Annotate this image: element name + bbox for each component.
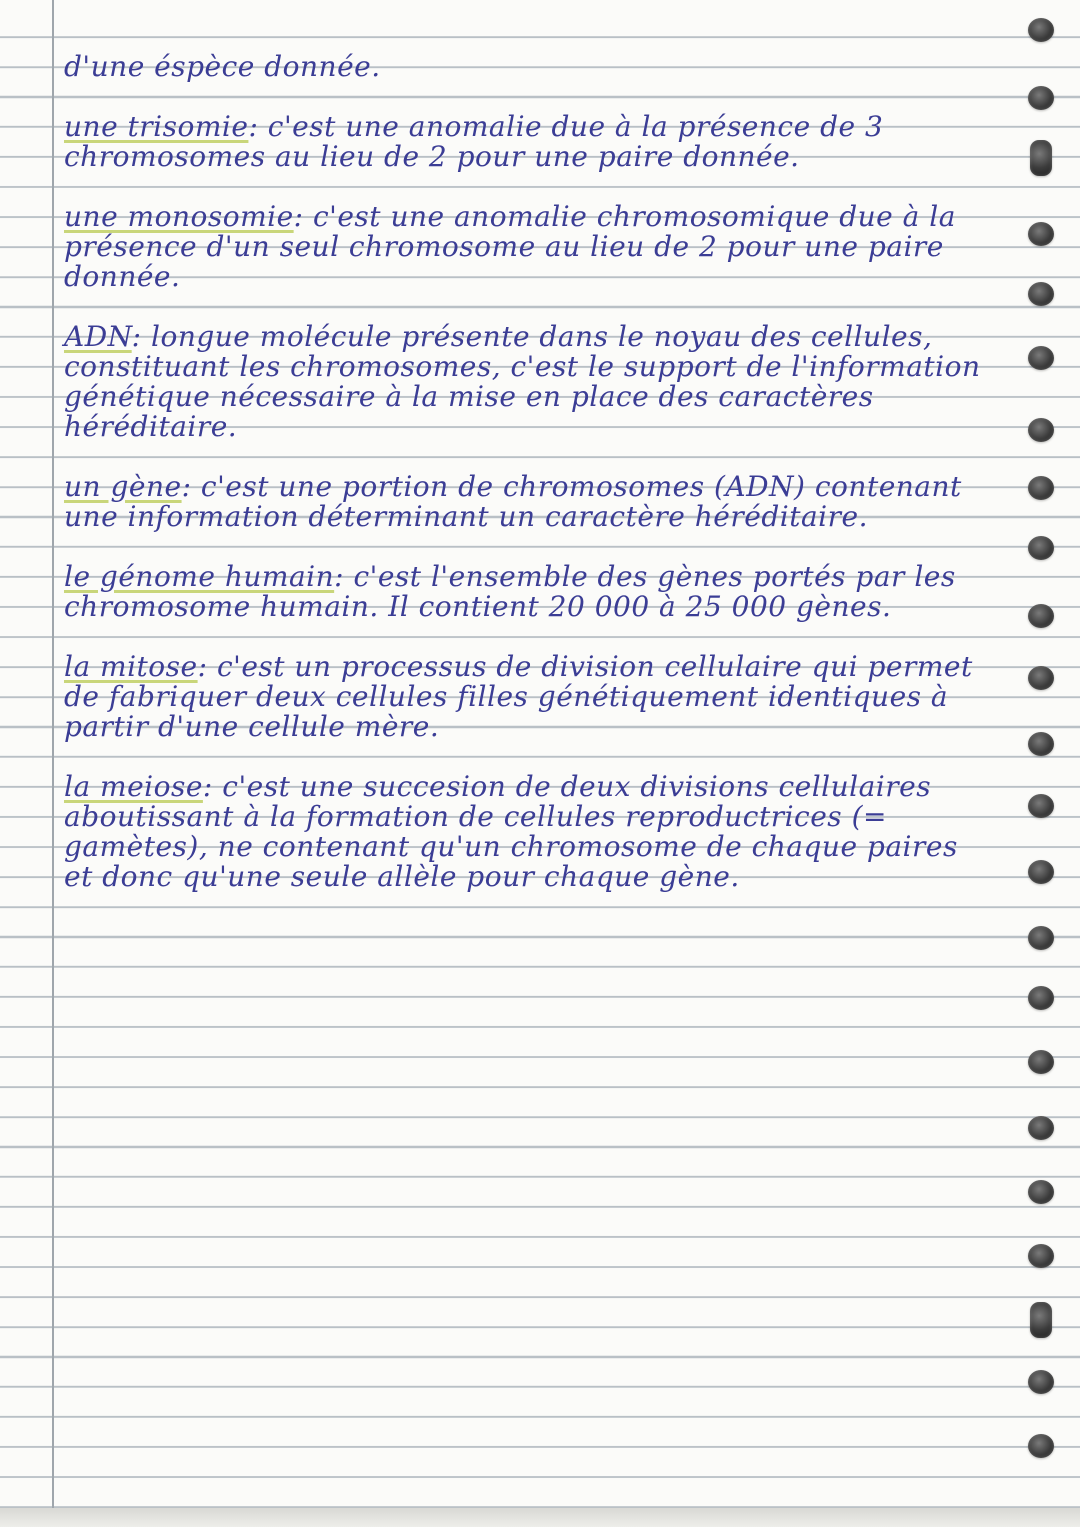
definition-entry [64,322,994,442]
binding-hole-icon [1028,926,1054,950]
binding-hole-icon [1028,18,1054,42]
binding-hole-icon [1028,346,1054,370]
binding-hole-icon [1030,140,1052,176]
definition-text: : c'est un processus de division cellulaire qui permet de fabriquer deux cellules filles génétiquement identiques à partir d'une cellule mère. [64,650,973,743]
binding-hole-icon [1028,666,1054,690]
definition-text: : c'est une anomalie chromosomique due à la présence d'un seul chromosome au lieu de 2 pour une paire donnée. [64,200,956,293]
binding-hole-icon [1028,732,1054,756]
binding-hole-icon [1028,1050,1054,1074]
binding-hole-icon [1028,222,1054,246]
definition-entry [64,772,994,892]
spiral-binding [990,0,1080,1527]
definition-text: : longue molécule présente dans le noyau des cellules, constituant les chromosomes, c'est le support de l'information génétique nécessaire à la mise en place des caractères héréditaire. [64,320,981,443]
page-bottom-edge [0,1508,1080,1527]
intro-line: d'une éspèce donnée. [64,50,381,83]
binding-hole-icon [1028,1116,1054,1140]
binding-hole-icon [1028,418,1054,442]
definition-text: : c'est une portion de chromosomes (ADN) contenant une information déterminant un caractère héréditaire. [64,470,962,533]
definition-entry [64,562,994,622]
definition-term: ADN [64,320,132,353]
binding-hole-icon [1028,604,1054,628]
definition-text: : c'est une anomalie due à la présence de 3 chromosomes au lieu de 2 pour une paire donnée. [64,110,884,173]
binding-hole-icon [1028,1244,1054,1268]
definition-entry [64,202,994,292]
definition-entry [64,652,994,742]
definition-term: une monosomie [64,200,294,233]
definition-entry [64,472,994,532]
definition-term: un gène [64,470,182,503]
binding-hole-icon [1028,86,1054,110]
binding-hole-icon [1028,282,1054,306]
definition-term: la meiose [64,770,203,803]
definition-text: : c'est une succesion de deux divisions cellulaires aboutissant à la formation de cellules reproductrices (= gamètes), ne contenant qu'un chromosome de chaque paires et donc qu'une seule allèle pour chaque gène. [64,770,958,893]
binding-hole-icon [1028,1180,1054,1204]
definition-text: : c'est l'ensemble des gènes portés par les chromosome humain. Il contient 20 000 à 25 000 gènes. [64,560,956,623]
binding-hole-icon [1028,860,1054,884]
definition-term: une trisomie [64,110,249,143]
binding-hole-icon [1028,1370,1054,1394]
definition-entry [64,112,994,172]
binding-hole-icon [1028,794,1054,818]
definition-term: le génome humain [64,560,335,593]
binding-hole-icon [1028,1434,1054,1458]
binding-hole-icon [1028,476,1054,500]
binding-hole-icon [1028,536,1054,560]
margin-line [52,0,54,1527]
handwritten-notes [64,52,994,922]
binding-hole-icon [1028,986,1054,1010]
definition-term: la mitose [64,650,198,683]
binding-hole-icon [1030,1302,1052,1338]
